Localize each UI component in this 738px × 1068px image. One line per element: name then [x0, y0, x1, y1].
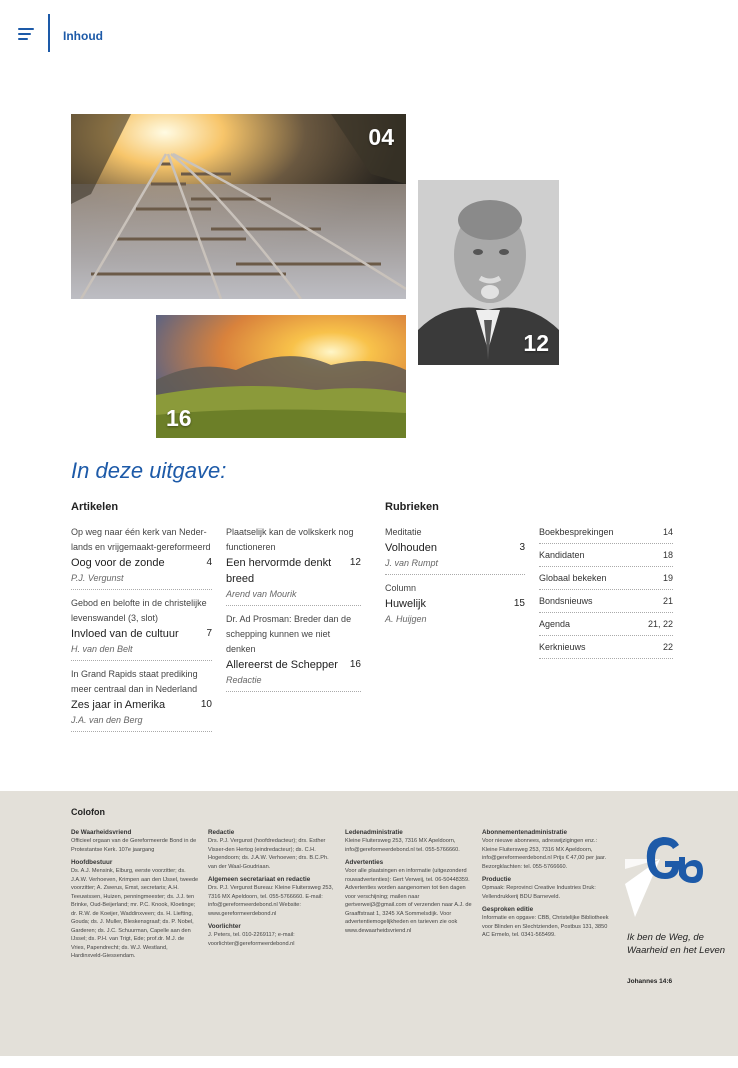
colofon-heading: Ledenadministratie: [345, 829, 403, 836]
rubriek-author: A. Huijgen: [385, 614, 427, 624]
rubriek-author: J. van Rumpt: [385, 558, 439, 568]
rubriek-page: 22: [662, 642, 673, 652]
article-page: 10: [200, 699, 212, 710]
article-author: H. van den Belt: [71, 644, 133, 654]
rubriek-entry[interactable]: [385, 525, 525, 575]
rubriek-label: Bondsnieuws: [539, 596, 593, 606]
rubriek-page: 14: [662, 527, 673, 537]
rubriek-page: 3: [519, 542, 525, 553]
article-intro: Plaatselijk kan de volkskerk nog functioneren: [226, 527, 354, 552]
rubriek-page: 15: [513, 598, 525, 609]
article-entry[interactable]: [226, 525, 361, 606]
colofon-text: J. Peters, tel. 010-2269117; e-mail: voorlichter@gereformeerdebond.nl: [208, 932, 295, 947]
article-page: 16: [349, 659, 361, 670]
page-number-badge: 04: [368, 124, 394, 150]
page-number-badge: 16: [166, 405, 192, 431]
rubriek-row[interactable]: [539, 636, 673, 659]
colofon-heading: Productie: [482, 876, 512, 883]
rubriek-label: Agenda: [539, 619, 571, 629]
rubriek-category: Column: [385, 583, 417, 593]
article-entry[interactable]: [226, 612, 361, 692]
rubriek-row[interactable]: [539, 544, 673, 567]
colofon-heading: Redactie: [208, 829, 235, 836]
colofon-column-2: [208, 829, 336, 953]
article-title: Invloed van de cultuur: [71, 628, 179, 640]
colofon-heading: Algemeen secretariaat en redactie: [208, 876, 311, 883]
article-title: Zes jaar in Amerika: [71, 699, 166, 711]
article-entry[interactable]: [71, 525, 212, 590]
article-author: J.A. van den Berg: [71, 715, 143, 725]
motto-text: Ik ben de Weg, de Waarheid en het Leven: [627, 932, 726, 956]
rubriek-page: 21: [662, 596, 673, 606]
colofon-heading: Advertenties: [345, 859, 384, 866]
rubriek-title: Volhouden: [385, 542, 437, 554]
article-entry[interactable]: [71, 667, 212, 732]
article-page: 7: [206, 628, 212, 639]
article-title: Een hervormde denkt breed: [226, 557, 332, 585]
articles-heading: Artikelen: [71, 501, 119, 513]
colofon-column-4: [482, 829, 610, 945]
colofon-column-3: [345, 829, 473, 940]
colofon-column-1: [71, 829, 199, 966]
rubriek-label: Kerknieuws: [539, 642, 586, 652]
rubrieken-heading: Rubrieken: [385, 501, 439, 513]
article-entry[interactable]: [71, 596, 212, 661]
article-author: Redactie: [226, 675, 262, 685]
article-title: Allereerst de Schepper: [226, 659, 338, 671]
rubrieken-column-1: [385, 525, 525, 636]
colofon-text: Drs. P.J. Vergunst (hoofdredacteur); drs. Esther Visser-den Hertog (eindredacteur); ds. C.H. Hogendoorn; ds. J.A.W. Verhoeven; drs. B.C.Ph. van der Waal-Goudriaan.: [208, 838, 329, 870]
rubriek-entry[interactable]: [385, 581, 525, 630]
rubriek-page: 19: [662, 573, 673, 583]
rubrieken-column-2: [539, 521, 673, 659]
top-bar: [0, 0, 738, 60]
article-intro: Gebod en belofte in de christelijke levenswandel (3, slot): [71, 598, 207, 623]
articles-column-2: [226, 525, 361, 698]
colofon-text: Kleine Fluitersweg 253, 7316 MX Apeldoorn, info@gereformeerdebond.nl tel. 055-5766660.: [345, 838, 460, 853]
article-title: Oog voor de zonde: [71, 557, 165, 569]
article-intro: In Grand Rapids staat prediking meer centraal dan in Nederland: [71, 669, 198, 694]
colofon-text: Drs. P.J. Vergunst Bureau: Kleine Fluitersweg 253, 7316 MX Apeldoorn, tel. 055-5766660. E-mail: info@gereformeerdebond.nl Website: www.gereformeerdebond.nl: [208, 885, 334, 917]
index-heading: In deze uitgave:: [71, 458, 227, 483]
colofon-text: Officieel orgaan van de Gereformeerde Bond in de Protestantse Kerk. 107e jaargang: [71, 838, 197, 853]
article-page: 4: [206, 557, 212, 568]
article-author: Arend van Mourik: [226, 589, 297, 599]
colofon-heading: De Waarheidsvriend: [71, 829, 132, 836]
rubriek-label: Boekbesprekingen: [539, 527, 614, 537]
rubriek-title: Huwelijk: [385, 598, 426, 610]
portrait-image[interactable]: [418, 180, 559, 365]
menu-icon[interactable]: [18, 28, 34, 42]
article-intro: Dr. Ad Prosman: Breder dan de schepping kunnen we niet denken: [226, 614, 352, 654]
rubriek-page: 21, 22: [647, 619, 673, 629]
page-title: Inhoud: [63, 29, 103, 43]
colofon-section: [0, 791, 738, 1056]
colofon-heading: Abonnementenadministratie: [482, 829, 568, 836]
rubriek-row[interactable]: [539, 521, 673, 544]
colofon-text: Voor alle plaatsingen en informatie (uitgezonderd rouwadvertenties): Gert Verweij, tel. 06-50448359. Advertenties worden aangenomen tot tien dagen voor verschijning; mailen naar gertverweij3@gmail.com of verzenden naar A.J. de Graaffstraat 1, 3245 XA Sommelsdijk. Voor advertentiemogelijkheden en tarieven zie ook www.dewaarheidsvriend.nl: [345, 868, 472, 934]
article-intro: Op weg naar één kerk van Neder-lands en vrijgemaakt-gereformeerd: [71, 527, 211, 552]
article-author: P.J. Vergunst: [71, 573, 124, 583]
rubriek-label: Kandidaten: [539, 550, 585, 560]
colofon-text: Ds. A.J. Mensink, Elburg, eerste voorzitter; ds. J.A.W. Verhoeven, Krimpen aan den IJssel, tweede voorzitter; A. Zwerus, Emst, secretaris; A.H. Teeuwissen, Huizen, penningmeester; ds. J.J. ten Brinke, Oud-Beijerland; mr. P.C. Knook, Kloetinge; dr. R.W. de Koeijer, Waddinxveen; ds. H. Liefting, Gouda; ds. J. Muller, Bleskensgraaf; ds. P. Nobel, Garderen; ds. J.C. Schuurman, Capelle aan den IJssel; ds. P.H. van Trigt, Ede; prof.dr. M.J. de Vries, Papendrecht; ds. W.J. Westland, Hardinxveld-Giessendam.: [71, 868, 199, 959]
page-number-badge: 12: [523, 330, 549, 356]
gb-logo: [625, 829, 705, 917]
motto-reference: Johannes 14:6: [627, 978, 673, 985]
colofon-heading: Hoofdbestuur: [71, 859, 113, 866]
colofon-title: Colofon: [71, 807, 105, 817]
colofon-text: Opmaak: Reprovinci Creative Industries Druk: Vellendrukkerij BDU Barneveld.: [482, 885, 596, 900]
articles-column-1: [71, 525, 212, 738]
rubriek-row[interactable]: [539, 567, 673, 590]
colofon-text: Informatie en opgave: CBB, Christelijke Bibliotheek voor Blinden en Slechtzienden, Postbus 131, 3850 AC Ermelo, tel. 0341-565499.: [482, 915, 609, 938]
sunset-image[interactable]: [156, 315, 406, 438]
colofon-heading: Voorlichter: [208, 923, 241, 930]
railway-image[interactable]: [71, 114, 406, 299]
rubriek-row[interactable]: [539, 613, 673, 636]
rubriek-row[interactable]: [539, 590, 673, 613]
rubriek-category: Meditatie: [385, 527, 422, 537]
header-divider: [48, 14, 50, 52]
article-page: 12: [349, 557, 361, 568]
colofon-text: Voor nieuwe abonnees, adreswijzigingen enz.: Kleine Fluitersweg 253, 7316 MX Apeldoorn, info@gereformeerdebond.nl Prijs € 47,00 per jaar. Bezorgklachten: tel. 055-5766660.: [482, 838, 607, 870]
rubriek-page: 18: [662, 550, 673, 560]
rubriek-label: Globaal bekeken: [539, 573, 607, 583]
colofon-heading: Gesproken editie: [482, 906, 534, 913]
